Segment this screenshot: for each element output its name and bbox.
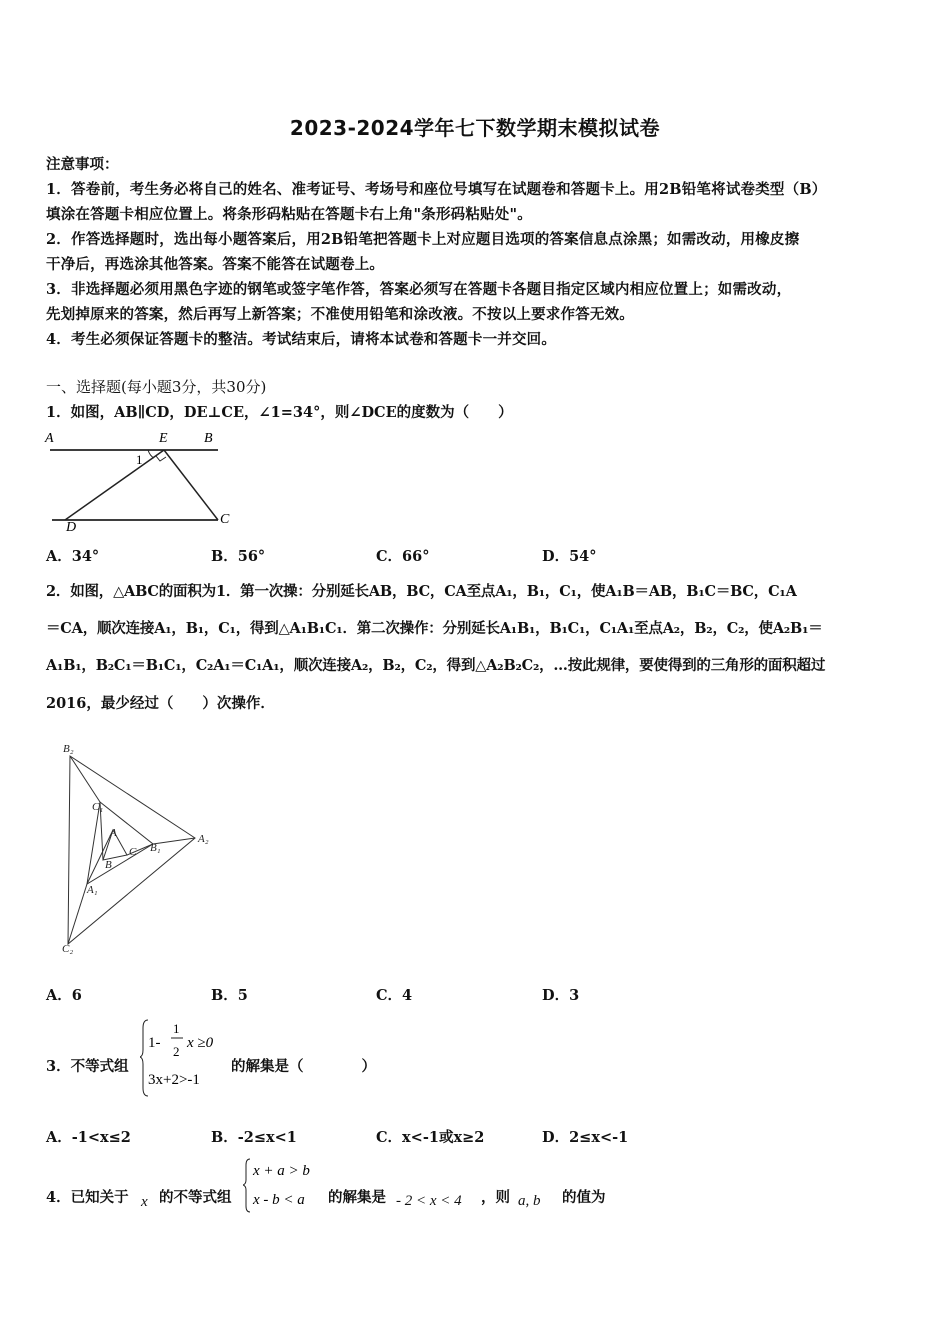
- notice-line: 2．作答选择题时，选出每小题答案后，用2B铅笔把答题卡上对应题目选项的答案信息点涂黑；如需改动，用橡皮擦: [46, 231, 800, 248]
- label-b1: B₁: [150, 842, 161, 854]
- notice-line: 干净后，再选涂其他答案。答案不能答在试题卷上。: [46, 256, 385, 273]
- label-a2: A₂: [198, 833, 209, 845]
- q3-eq2: 3x+2>-1: [148, 1072, 200, 1088]
- question-2-line: 2．如图，△ABC的面积为1．第一次操：分别延长AB，BC，CA至点A₁，B₁，C₁，使A₁B＝AB，B₁C＝BC，C₁A: [46, 583, 797, 600]
- question-4-suffix: 的值为: [562, 1189, 606, 1206]
- question-2-line: 2016，最少经过（ ）次操作．: [46, 695, 275, 712]
- question-2-line: A₁B₁，B₂C₁＝B₁C₁，C₂A₁＝C₁A₁，顺次连接A₂，B₂，C₂，得到△A₂B₂C₂，…按此规律，要使得到的三角形的面积超过: [46, 657, 826, 674]
- notice-line: 先划掉原来的答案，然后再写上新答案；不准使用铅笔和涂改液。不按以上要求作答无效。: [46, 306, 634, 323]
- q2-option-b[interactable]: B．5: [211, 987, 248, 1004]
- label-b2: B₂: [63, 743, 74, 755]
- notice-line: 1．答卷前，考生务必将自己的姓名、准考证号、考场号和座位号填写在试题卷和答题卡上。用2B铅笔将试卷类型（B）: [46, 181, 827, 198]
- question-4-mid: 的不等式组: [159, 1189, 232, 1206]
- notice-line: 3．非选择题必须用黑色字迹的钢笔或签字笔作答，答案必须写在答题卡各题目指定区域内相应位置上；如需改动，: [46, 281, 792, 298]
- q3-frac-den: 2: [173, 1044, 180, 1059]
- segment-ec: [164, 450, 218, 520]
- notice-line: 4．考生必须保证答题卡的整洁。考试结束后，请将本试卷和答题卡一并交回。: [46, 331, 557, 348]
- brace: [140, 1020, 148, 1096]
- q4-range: - 2 < x < 4: [396, 1193, 462, 1209]
- question-2-line: ＝CA，顺次连接A₁，B₁，C₁，得到△A₁B₁C₁．第二次操作：分别延长A₁B₁，B₁C₁，C₁A₁至点A₂，B₂，C₂，使A₂B₁＝: [46, 620, 823, 637]
- page-title: 2023-2024学年七下数学期末模拟试卷: [289, 116, 661, 140]
- right-angle-mark: [156, 456, 166, 461]
- q1-option-b[interactable]: B．56°: [211, 548, 266, 565]
- extension: [70, 756, 100, 802]
- label-c: C: [129, 846, 137, 858]
- q4-vars: a, b: [518, 1193, 541, 1209]
- notice-line: 填涂在答题卡相应位置上。将条形码粘贴在答题卡右上角"条形码粘贴处"。: [46, 206, 532, 223]
- question-3-prefix: 3．不等式组: [46, 1058, 129, 1075]
- question-2-figure: [55, 738, 225, 958]
- label-a1: A₁: [87, 884, 98, 896]
- q3-eq1-left: 1-: [148, 1035, 161, 1051]
- label-a: A: [45, 431, 54, 446]
- segment-de: [65, 450, 164, 520]
- extension: [68, 884, 87, 944]
- q1-option-d[interactable]: D．54°: [542, 548, 597, 565]
- q3-option-b[interactable]: B．-2≤x<1: [211, 1129, 297, 1146]
- question-4-prefix: 4．已知关于: [46, 1189, 129, 1206]
- brace: [243, 1159, 250, 1212]
- label-b: B: [105, 859, 112, 871]
- question-4-mid2: 的解集是: [328, 1189, 386, 1206]
- notice-heading: 注意事项：: [46, 156, 119, 173]
- label-e: E: [159, 431, 168, 446]
- label-c2: C₂: [62, 943, 74, 955]
- question-1-text: 1．如图，AB∥CD，DE⊥CE，∠1=34°，则∠DCE的度数为（ ）: [46, 404, 513, 421]
- q3-option-a[interactable]: A．-1<x≤2: [46, 1129, 131, 1146]
- q4-inequality-system: [243, 1156, 325, 1214]
- q2-option-c[interactable]: C．4: [376, 987, 413, 1004]
- q2-option-a[interactable]: A．6: [46, 987, 82, 1004]
- q2-option-d[interactable]: D．3: [542, 987, 580, 1004]
- label-angle-1: 1: [136, 452, 143, 467]
- label-c: C: [220, 512, 230, 527]
- question-1-figure: [40, 426, 240, 534]
- section-title: 一、选择题(每小题3分，共30分): [46, 378, 267, 396]
- q3-option-c[interactable]: C．x<-1或x≥2: [376, 1129, 485, 1146]
- q1-option-c[interactable]: C．66°: [376, 548, 430, 565]
- question-3-suffix: 的解集是（ ）: [231, 1058, 376, 1075]
- label-b: B: [204, 431, 213, 446]
- q3-frac-num: 1: [173, 1021, 180, 1036]
- q4-eq1: x + a > b: [253, 1163, 310, 1179]
- q3-inequality-system: [140, 1016, 235, 1098]
- question-4-comma: ，则: [481, 1189, 510, 1206]
- label-a: A: [110, 827, 117, 839]
- q3-eq1-right: x ≥0: [187, 1035, 214, 1051]
- label-d: D: [66, 520, 77, 534]
- q4-var-x: x: [141, 1194, 148, 1210]
- q1-option-a[interactable]: A．34°: [46, 548, 100, 565]
- label-c1: C₁: [92, 801, 104, 813]
- q3-option-d[interactable]: D．2≤x<-1: [542, 1129, 629, 1146]
- q4-eq2: x - b < a: [253, 1192, 305, 1208]
